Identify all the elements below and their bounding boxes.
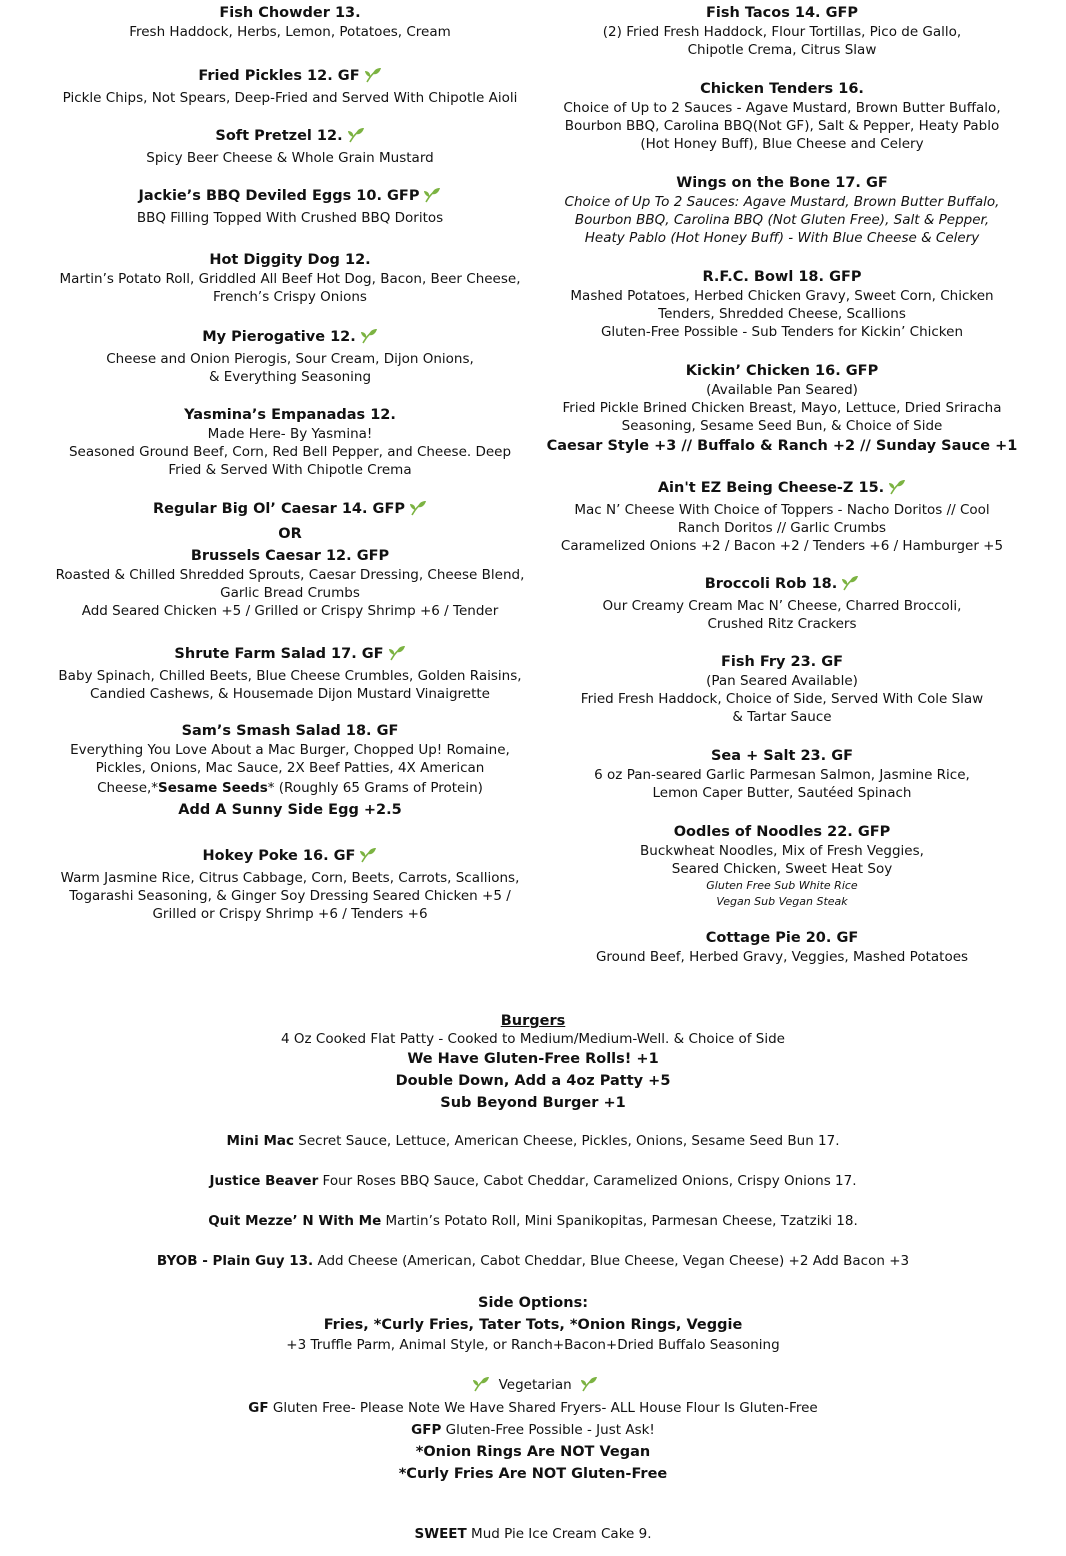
menu-item-desc: Fresh Haddock, Herbs, Lemon, Potatoes, Cream bbox=[129, 24, 451, 40]
menu-item-desc: & Tartar Sauce bbox=[732, 709, 832, 725]
menu-item bbox=[40, 499, 540, 620]
menu-item-note: Vegan Sub Vegan Steak bbox=[716, 895, 848, 908]
menu-item-desc: Fried Fresh Haddock, Choice of Side, Served With Cole Slaw bbox=[580, 691, 984, 707]
burgers-section bbox=[0, 1012, 1066, 1543]
menu-item bbox=[540, 79, 1024, 153]
menu-item bbox=[540, 928, 1024, 966]
menu-item-desc: Bourbon BBQ, Carolina BBQ(Not GF), Salt & Pepper, Heaty Pablo bbox=[564, 118, 1000, 134]
sides-line: Fries, *Curly Fries, Tater Tots, *Onion Rings, Veggie bbox=[323, 1317, 743, 1333]
menu-item-name: Wings on the Bone 17. GF bbox=[676, 175, 888, 191]
menu-item bbox=[40, 66, 540, 107]
legend-gf: GF Gluten Free- Please Note We Have Shared Fryers- ALL House Flour Is Gluten-Free bbox=[248, 1400, 818, 1416]
menu-item-desc: Pickle Chips, Not Spears, Deep-Fried and Served With Chipotle Aioli bbox=[62, 90, 518, 106]
menu-item-name: Soft Pretzel 12. bbox=[40, 126, 540, 149]
menu-item-desc: Crushed Ritz Crackers bbox=[707, 616, 857, 632]
menu-item-name: R.F.C. Bowl 18. GFP bbox=[702, 269, 862, 285]
menu-item bbox=[40, 250, 540, 306]
burgers-desc: 4 Oz Cooked Flat Patty - Cooked to Medium/Medium-Well. & Choice of Side bbox=[281, 1031, 785, 1047]
menu-item-name: Brussels Caesar 12. GFP bbox=[190, 548, 390, 564]
menu-item-desc: Fried & Served With Chipotle Crema bbox=[168, 462, 412, 478]
menu-item-desc: Seasoned Ground Beef, Corn, Red Bell Pepper, and Cheese. Deep bbox=[68, 444, 512, 460]
menu-item-desc: Pickles, Onions, Mac Sauce, 2X Beef Patties, 4X American bbox=[95, 760, 485, 776]
burger-item: Mini Mac Secret Sauce, Lettuce, American Cheese, Pickles, Onions, Sesame Seed Bun 17. bbox=[226, 1133, 840, 1149]
menu-item-desc: Seasoning, Sesame Seed Bun, & Choice of Side bbox=[621, 418, 943, 434]
leaf-icon bbox=[472, 1376, 490, 1397]
menu-item-desc: Seared Chicken, Sweet Heat Soy bbox=[671, 861, 893, 877]
menu-item-name: Regular Big Ol’ Caesar 14. GFP bbox=[40, 499, 540, 522]
menu-item-name: Sam’s Smash Salad 18. GF bbox=[181, 723, 399, 739]
menu-item bbox=[540, 361, 1024, 457]
menu-item-addon: Add A Sunny Side Egg +2.5 bbox=[178, 802, 402, 818]
menu-item-name: Hokey Poke 16. GF bbox=[40, 846, 540, 869]
menu-item-desc: Bourbon BBQ, Carolina BBQ (Not Gluten Free), Salt & Pepper, bbox=[574, 212, 990, 228]
leaf-icon bbox=[841, 575, 859, 597]
menu-item-name: Chicken Tenders 16. bbox=[700, 81, 864, 97]
menu-item-desc: Caramelized Onions +2 / Bacon +2 / Tenders +6 / Hamburger +5 bbox=[560, 538, 1004, 554]
leaf-icon bbox=[888, 479, 906, 501]
menu-item-name: Jackie’s BBQ Deviled Eggs 10. GFP bbox=[40, 186, 540, 209]
menu-item bbox=[40, 126, 540, 167]
menu-item-desc: Tenders, Shredded Cheese, Scallions bbox=[658, 306, 906, 322]
menu-item bbox=[540, 822, 1024, 910]
menu-item-desc: Fried Pickle Brined Chicken Breast, Mayo, Lettuce, Dried Sriracha bbox=[562, 400, 1002, 416]
menu-item-desc: Everything You Love About a Mac Burger, Chopped Up! Romaine, bbox=[70, 742, 510, 758]
menu-item-desc: 6 oz Pan-seared Garlic Parmesan Salmon, Jasmine Rice, bbox=[594, 767, 970, 783]
leaf-icon bbox=[359, 847, 377, 869]
menu-item-name: Cottage Pie 20. GF bbox=[705, 930, 859, 946]
menu-item-desc: French’s Crispy Onions bbox=[213, 289, 367, 305]
menu-item-name: Shrute Farm Salad 17. GF bbox=[40, 644, 540, 667]
leaf-icon bbox=[580, 1376, 598, 1397]
menu-item bbox=[40, 3, 540, 41]
menu-item bbox=[540, 173, 1024, 247]
menu-item-desc: & Everything Seasoning bbox=[208, 369, 372, 385]
menu-item-desc: Ranch Doritos // Garlic Crumbs bbox=[677, 520, 887, 536]
menu-item-name: Broccoli Rob 18. bbox=[540, 574, 1024, 597]
menu-item-name: Sea + Salt 23. GF bbox=[710, 748, 854, 764]
menu-item-desc: Heaty Pablo (Hot Honey Buff) - With Blue Cheese & Celery bbox=[584, 230, 980, 246]
menu-item-desc: Martin’s Potato Roll, Griddled All Beef Hot Dog, Bacon, Beer Cheese, bbox=[59, 271, 521, 287]
menu-item-desc: Choice of Up To 2 Sauces: Agave Mustard, Brown Butter Buffalo, bbox=[564, 194, 1000, 210]
menu-item bbox=[40, 327, 540, 386]
menu-item bbox=[40, 405, 540, 479]
menu-item-desc: Mashed Potatoes, Herbed Chicken Gravy, Sweet Corn, Chicken bbox=[570, 288, 994, 304]
menu-item-desc: Mac N’ Cheese With Choice of Toppers - Nacho Doritos // Cool bbox=[574, 502, 990, 518]
sides-extras: +3 Truffle Parm, Animal Style, or Ranch+Bacon+Dried Buffalo Seasoning bbox=[286, 1337, 780, 1353]
menu-item-desc: Cheese and Onion Pierogis, Sour Cream, Dijon Onions, bbox=[106, 351, 474, 367]
sides-title: Side Options: bbox=[478, 1295, 588, 1311]
burgers-note: Sub Beyond Burger +1 bbox=[440, 1095, 626, 1111]
leaf-icon bbox=[388, 645, 406, 667]
menu-item-desc: Grilled or Crispy Shrimp +6 / Tenders +6 bbox=[152, 906, 428, 922]
burger-item: Justice Beaver Four Roses BBQ Sauce, Cabot Cheddar, Caramelized Onions, Crispy Onions 17. bbox=[209, 1173, 857, 1189]
menu-item-desc: (Pan Seared Available) bbox=[706, 673, 858, 689]
menu-item bbox=[40, 721, 540, 821]
menu-item-desc: Garlic Bread Crumbs bbox=[220, 585, 360, 601]
menu-item-desc: Cheese,*Sesame Seeds* (Roughly 65 Grams of Protein) bbox=[97, 780, 483, 796]
burgers-title: Burgers bbox=[500, 1013, 566, 1029]
menu-item-note: Gluten Free Sub White Rice bbox=[706, 879, 858, 892]
leaf-icon bbox=[364, 67, 382, 89]
menu-item-desc: Candied Cashews, & Housemade Dijon Mustard Vinaigrette bbox=[90, 686, 490, 702]
menu-item bbox=[540, 746, 1024, 802]
menu-item bbox=[540, 652, 1024, 726]
menu-item-desc: Made Here- By Yasmina! bbox=[207, 426, 373, 442]
menu-item-name: Fried Pickles 12. GF bbox=[40, 66, 540, 89]
menu-item bbox=[540, 3, 1024, 59]
menu-item-desc: Roasted & Chilled Shredded Sprouts, Caesar Dressing, Cheese Blend, bbox=[55, 567, 525, 583]
leaf-icon bbox=[409, 500, 427, 522]
menu-item-desc: Our Creamy Cream Mac N’ Cheese, Charred Broccoli, bbox=[602, 598, 962, 614]
sweet-item: SWEET Mud Pie Ice Cream Cake 9. bbox=[414, 1526, 652, 1542]
menu-item-name: Hot Diggity Dog 12. bbox=[209, 252, 371, 268]
menu-item bbox=[540, 478, 1024, 555]
menu-item-desc: Add Seared Chicken +5 / Grilled or Crispy Shrimp +6 / Tender bbox=[81, 603, 499, 619]
menu-item-desc: Lemon Caper Butter, Sautéed Spinach bbox=[652, 785, 912, 801]
menu-item-desc: Buckwheat Noodles, Mix of Fresh Veggies, bbox=[640, 843, 924, 859]
menu-item-desc: Ground Beef, Herbed Gravy, Veggies, Mashed Potatoes bbox=[595, 949, 969, 965]
menu-item-desc: Baby Spinach, Chilled Beets, Blue Cheese Crumbles, Golden Raisins, bbox=[58, 668, 522, 684]
menu-item-desc: Gluten-Free Possible - Sub Tenders for Kickin’ Chicken bbox=[600, 324, 964, 340]
menu-item-desc: Warm Jasmine Rice, Citrus Cabbage, Corn, Beets, Carrots, Scallions, bbox=[60, 870, 520, 886]
menu-item-name: Oodles of Noodles 22. GFP bbox=[673, 824, 891, 840]
burgers-note: Double Down, Add a 4oz Patty +5 bbox=[395, 1073, 671, 1089]
leaf-icon bbox=[360, 328, 378, 350]
burger-item: Quit Mezze’ N With Me Martin’s Potato Roll, Mini Spanikopitas, Parmesan Cheese, Tzatziki 18. bbox=[208, 1213, 858, 1229]
menu-item bbox=[40, 186, 540, 227]
legend-gfp: GFP Gluten-Free Possible - Just Ask! bbox=[411, 1422, 655, 1438]
legend-note: *Onion Rings Are NOT Vegan bbox=[415, 1444, 651, 1460]
menu-item bbox=[540, 267, 1024, 341]
burgers-note: We Have Gluten-Free Rolls! +1 bbox=[407, 1051, 659, 1067]
menu-item-or: OR bbox=[278, 526, 302, 542]
menu-item-name: Yasmina’s Empanadas 12. bbox=[184, 407, 396, 423]
menu-item-addon: Caesar Style +3 // Buffalo & Ranch +2 // Sunday Sauce +1 bbox=[546, 438, 1018, 454]
menu-item-name: My Pierogative 12. bbox=[40, 327, 540, 350]
menu-item-desc: Choice of Up to 2 Sauces - Agave Mustard, Brown Butter Buffalo, bbox=[563, 100, 1001, 116]
menu-item bbox=[40, 846, 540, 923]
menu-item-desc: Spicy Beer Cheese & Whole Grain Mustard bbox=[146, 150, 434, 166]
menu-item-desc: BBQ Filling Topped With Crushed BBQ Doritos bbox=[136, 210, 444, 226]
menu-item-name: Ain't EZ Being Cheese-Z 15. bbox=[540, 478, 1024, 501]
burger-item: BYOB - Plain Guy 13. Add Cheese (American, Cabot Cheddar, Blue Cheese, Vegan Cheese) +2 Add Bacon +3 bbox=[156, 1253, 910, 1269]
menu-item-name: Fish Chowder 13. bbox=[219, 5, 361, 21]
menu-item-desc: (Available Pan Seared) bbox=[706, 382, 858, 398]
menu-item bbox=[540, 574, 1024, 633]
menu-item-desc: (Hot Honey Buff), Blue Cheese and Celery bbox=[640, 136, 924, 152]
menu-item-name: Kickin’ Chicken 16. GFP bbox=[685, 363, 879, 379]
legend-note: *Curly Fries Are NOT Gluten-Free bbox=[398, 1466, 668, 1482]
menu-item-desc: Chipotle Crema, Citrus Slaw bbox=[687, 42, 877, 58]
leaf-icon bbox=[347, 127, 365, 149]
leaf-icon bbox=[423, 187, 441, 209]
menu-item-desc: Togarashi Seasoning, & Ginger Soy Dressing Seared Chicken +5 / bbox=[69, 888, 511, 904]
menu-item bbox=[40, 644, 540, 703]
legend-vegetarian: Vegetarian bbox=[0, 1376, 1066, 1397]
menu-item-name: Fish Tacos 14. GFP bbox=[705, 5, 859, 21]
menu-item-desc: (2) Fried Fresh Haddock, Flour Tortillas, Pico de Gallo, bbox=[602, 24, 962, 40]
menu-item-name: Fish Fry 23. GF bbox=[720, 654, 844, 670]
